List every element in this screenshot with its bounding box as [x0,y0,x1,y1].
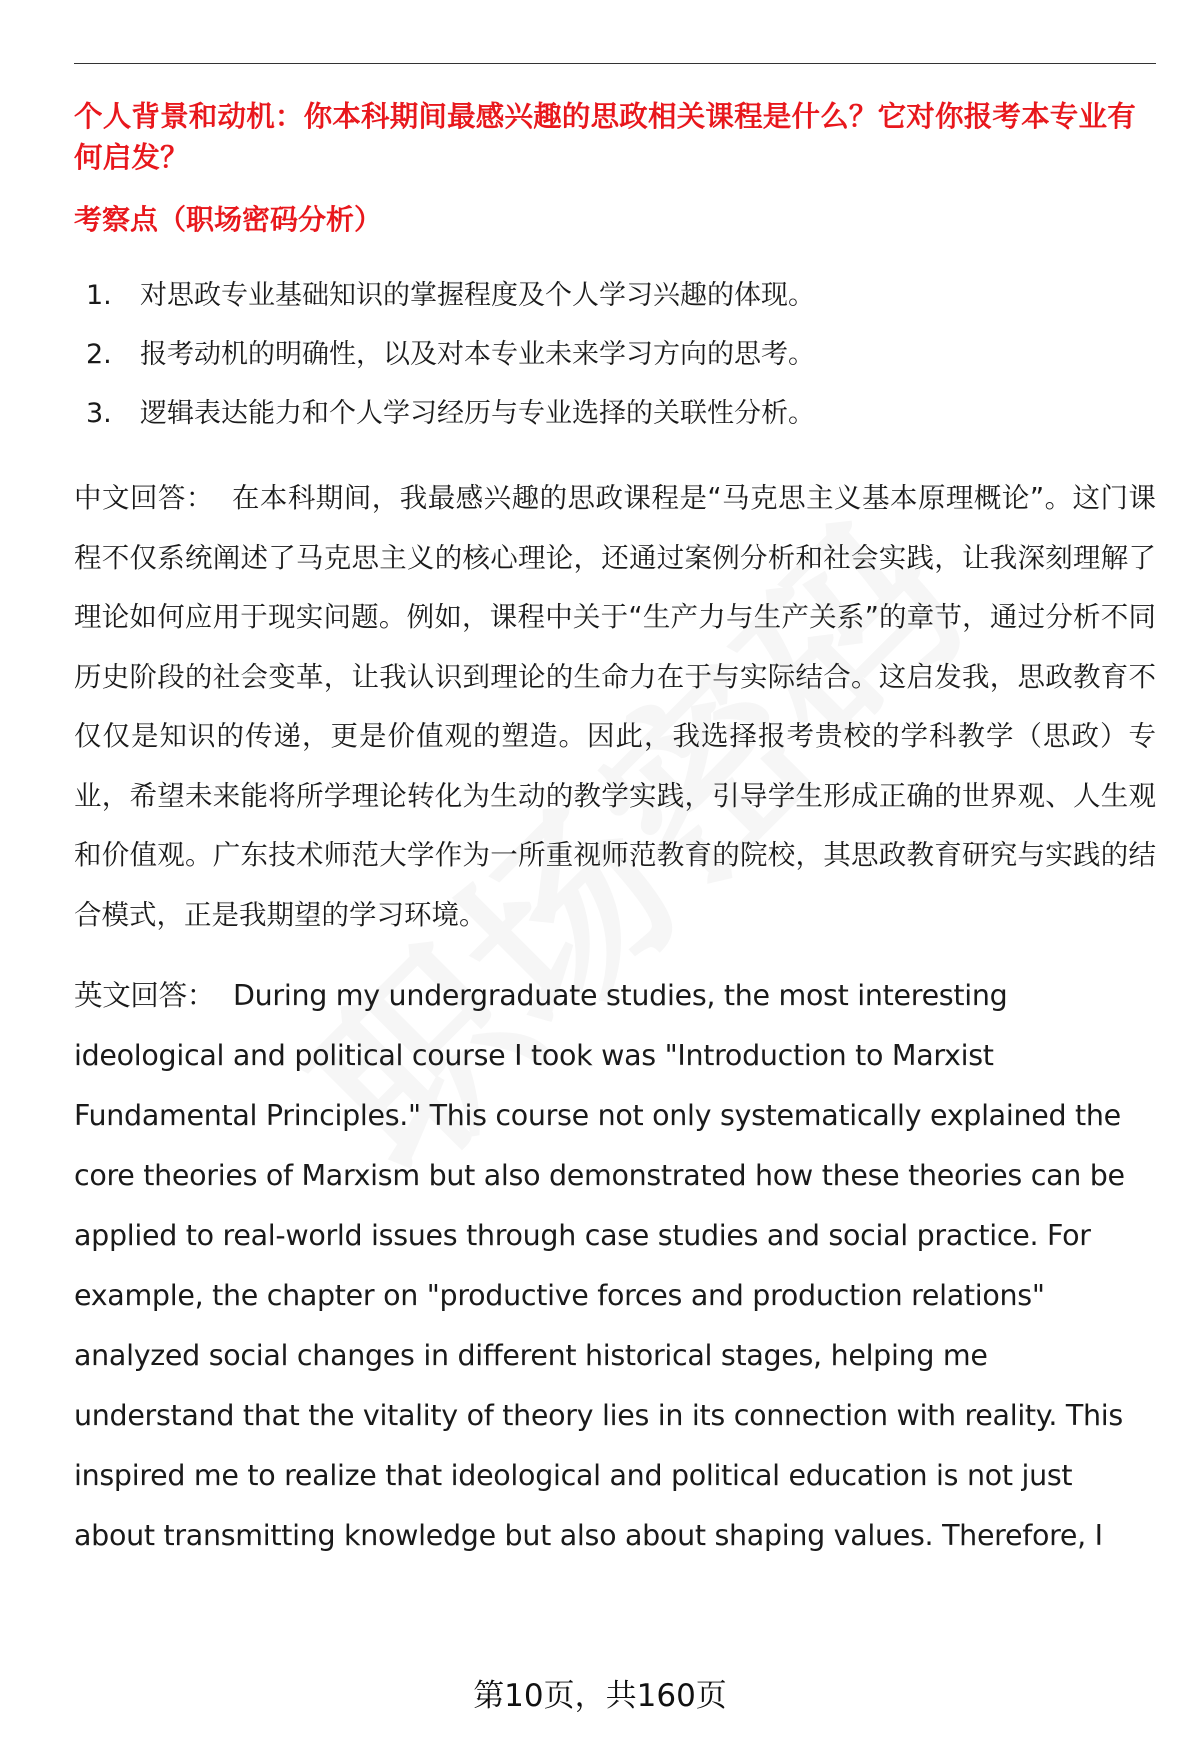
assessment-points-list [74,266,1156,443]
list-item-number: 2. [86,339,112,370]
question-heading: 个人背景和动机：你本科期间最感兴趣的思政相关课程是什么？它对你报考本专业有何启发？ [74,100,1136,174]
list-item [74,266,1156,325]
list-item-text: 逻辑表达能力和个人学习经历与专业选择的关联性分析。 [140,398,815,429]
chinese-answer-text: 在本科期间，我最感兴趣的思政课程是“马克思主义基本原理概论”。这门课程不仅系统阐述了马克思主义的核心理论，还通过案例分析和社会实践，让我深刻理解了理论如何应用于现实问题。例如，课程中关于“生产力与生产关系”的章节，通过分析不同历史阶段的社会变革，让我认识到理论的生命力在于与实际结合。这启发我，思政教育不仅仅是知识的传递，更是价值观的塑造。因此，我选择报考贵校的学科教学（思政）专业，希望未来能将所学理论转化为生动的教学实践，引导学生形成正确的世界观、人生观和价值观。广东技术师范大学作为一所重视师范教育的院校，其思政教育研究与实践的结合模式，正是我期望的学习环境。 [74,482,1156,931]
english-answer-label: 英文回答： [74,979,216,1012]
list-item-text: 对思政专业基础知识的掌握程度及个人学习兴趣的体现。 [140,280,815,311]
chinese-answer [74,469,1156,945]
top-divider [74,63,1156,64]
english-answer [74,966,1156,1566]
list-item-number: 1. [86,280,112,311]
page-content [74,96,1156,1566]
assessment-points-title: 考察点（职场密码分析） [74,203,383,236]
page-number: 第10页，共160页 [473,1678,727,1714]
chinese-answer-label: 中文回答： [74,482,214,514]
list-item-text: 报考动机的明确性，以及对本专业未来学习方向的思考。 [140,339,815,370]
list-item [74,384,1156,443]
english-answer-text: During my undergraduate studies, the most interesting ideological and political course I took was "Introduction to Marxist Fundamental Principles." This course not only systematically explained the core theories of Marxism but also demonstrated how these theories can be applied to real-world issues through case studies and social practice. For example, the chapter on "productive forces and production relations" analyzed social changes in different historical stages, helping me understand that the vitality of theory lies in its connection with reality. This inspired me to realize that ideological and political education is not just about transmitting knowledge but also about shaping values. Therefore, I [74,979,1125,1552]
list-item-number: 3. [86,398,112,429]
list-item [74,325,1156,384]
